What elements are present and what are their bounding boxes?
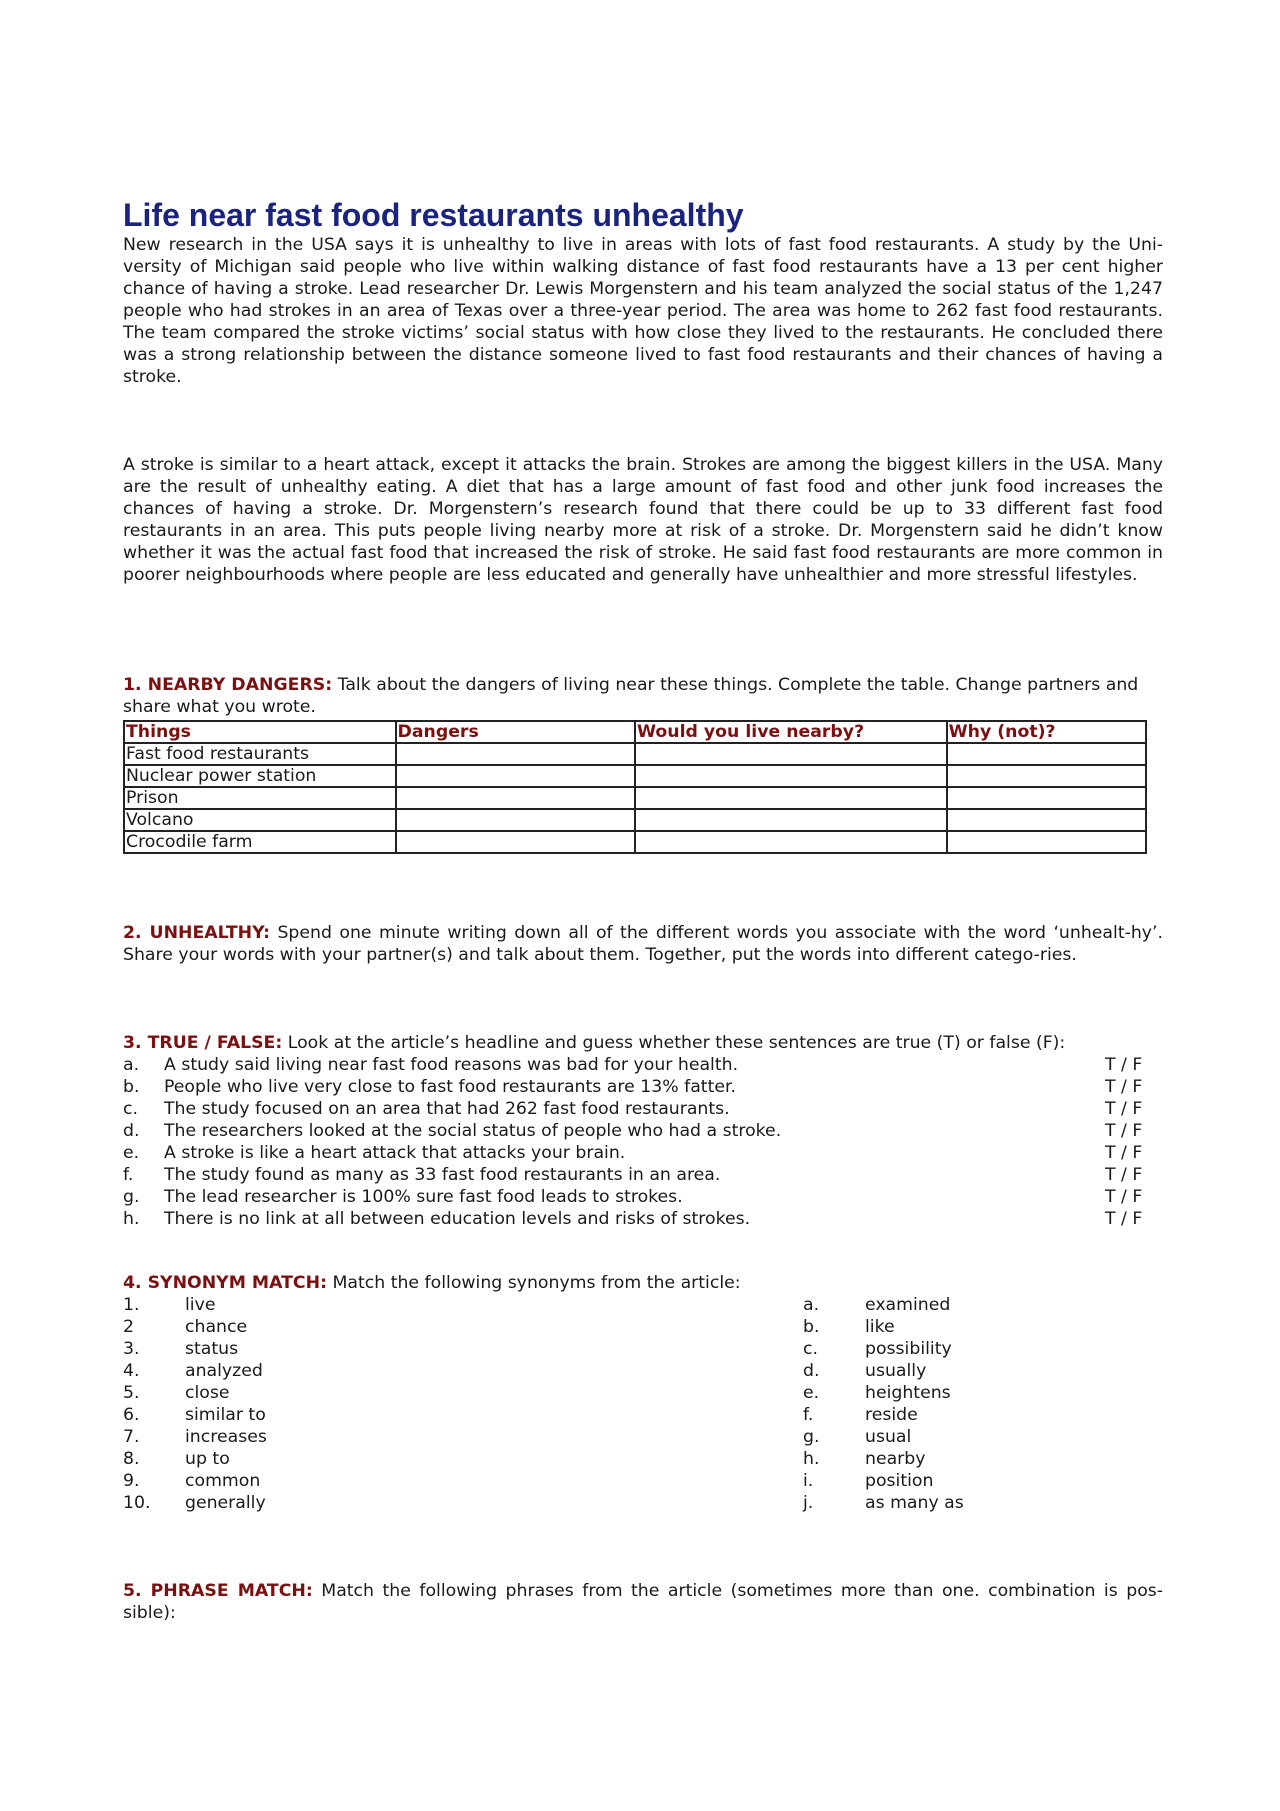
row-label: Prison bbox=[124, 787, 396, 809]
item-word: similar to bbox=[185, 1405, 266, 1425]
row-label: Fast food restaurants bbox=[124, 743, 396, 765]
item-text: The study focused on an area that had 262 fast food restaurants. bbox=[164, 1099, 730, 1119]
list-item bbox=[123, 1404, 803, 1426]
item-number: 4. bbox=[123, 1361, 140, 1381]
item-letter: h. bbox=[123, 1209, 140, 1229]
list-item bbox=[803, 1448, 964, 1470]
list-item bbox=[123, 1098, 1163, 1120]
section-true-false-intro bbox=[123, 1032, 1163, 1054]
list-item bbox=[803, 1404, 964, 1426]
item-word: examined bbox=[865, 1295, 951, 1315]
list-item bbox=[123, 1186, 1163, 1208]
item-letter: e. bbox=[803, 1383, 820, 1403]
list-item bbox=[123, 1120, 1163, 1142]
list-item bbox=[123, 1448, 803, 1470]
item-letter: a. bbox=[123, 1055, 140, 1075]
item-text: The researchers looked at the social status of people who had a stroke. bbox=[164, 1121, 782, 1141]
column-header-dangers: Dangers bbox=[396, 721, 635, 743]
row-label: Crocodile farm bbox=[124, 831, 396, 853]
list-item bbox=[803, 1492, 964, 1514]
item-word: close bbox=[185, 1383, 230, 1403]
list-item bbox=[123, 1360, 803, 1382]
item-word: up to bbox=[185, 1449, 230, 1469]
list-item bbox=[123, 1076, 1163, 1098]
item-text: The study found as many as 33 fast food restaurants in an area. bbox=[164, 1165, 721, 1185]
item-number: 9. bbox=[123, 1471, 140, 1491]
table-row bbox=[124, 809, 1146, 831]
item-letter: i. bbox=[803, 1471, 814, 1491]
column-header-live-nearby: Would you live nearby? bbox=[635, 721, 947, 743]
item-word: usual bbox=[865, 1427, 912, 1447]
item-letter: h. bbox=[803, 1449, 820, 1469]
answer-cell[interactable] bbox=[396, 787, 635, 809]
item-word: heightens bbox=[865, 1383, 951, 1403]
section-heading: 3. TRUE / FALSE: bbox=[123, 1033, 283, 1053]
item-word: as many as bbox=[865, 1493, 964, 1513]
item-number: 2 bbox=[123, 1317, 134, 1337]
answer-cell[interactable] bbox=[396, 743, 635, 765]
table-row bbox=[124, 831, 1146, 853]
answer-cell[interactable] bbox=[396, 831, 635, 853]
item-word: nearby bbox=[865, 1449, 926, 1469]
item-word: status bbox=[185, 1339, 239, 1359]
item-text: A stroke is like a heart attack that attacks your brain. bbox=[164, 1143, 626, 1163]
list-item bbox=[123, 1054, 1163, 1076]
item-number: 5. bbox=[123, 1383, 140, 1403]
section-instructions: Spend one minute writing down all of the different words you associate with the word ‘unhealt-hy’. Share your words with your partner(s) and talk about them. Together, put the words into different catego-ries. bbox=[123, 923, 1163, 965]
list-item bbox=[803, 1294, 964, 1316]
item-word: generally bbox=[185, 1493, 266, 1513]
list-item bbox=[803, 1470, 964, 1492]
answer-cell[interactable] bbox=[947, 765, 1146, 787]
item-word: like bbox=[865, 1317, 895, 1337]
answer-cell[interactable] bbox=[635, 831, 947, 853]
answer-cell[interactable] bbox=[947, 809, 1146, 831]
article-paragraph-2: A stroke is similar to a heart attack, except it attacks the brain. Strokes are among the biggest killers in the USA. Many are the result of unhealthy eating. A diet that has a large amount of fast food and other junk food increases the chances of having a stroke. Dr. Morgenstern’s research found that there could be up to 33 different fast food restaurants in an area. This puts people living nearby more at risk of a stroke. Dr. Morgenstern said he didn’t know whether it was the actual fast food that increased the risk of stroke. He said fast food restaurants are more common in poorer neighbourhoods where people are less educated and generally have unhealthier and more stressful lifestyles. bbox=[123, 455, 1163, 585]
list-item bbox=[803, 1360, 964, 1382]
table-row bbox=[124, 787, 1146, 809]
item-letter: d. bbox=[123, 1121, 140, 1141]
section-phrase-match-intro bbox=[123, 1580, 1163, 1624]
answer-cell[interactable] bbox=[635, 743, 947, 765]
list-item bbox=[803, 1382, 964, 1404]
true-false-choice[interactable]: T / F bbox=[1105, 1143, 1143, 1163]
item-number: 6. bbox=[123, 1405, 140, 1425]
item-letter: j. bbox=[803, 1493, 814, 1513]
row-label: Volcano bbox=[124, 809, 396, 831]
item-letter: f. bbox=[803, 1405, 814, 1425]
item-letter: b. bbox=[803, 1317, 820, 1337]
list-item bbox=[123, 1382, 803, 1404]
item-text: A study said living near fast food reasons was bad for your health. bbox=[164, 1055, 739, 1075]
answer-cell[interactable] bbox=[635, 787, 947, 809]
list-item bbox=[123, 1426, 803, 1448]
section-instructions: Look at the article’s headline and guess whether these sentences are true (T) or false (F): bbox=[282, 1033, 1066, 1053]
item-text: The lead researcher is 100% sure fast food leads to strokes. bbox=[164, 1187, 683, 1207]
item-number: 1. bbox=[123, 1295, 140, 1315]
table-row bbox=[124, 765, 1146, 787]
item-number: 7. bbox=[123, 1427, 140, 1447]
item-letter: e. bbox=[123, 1143, 140, 1163]
true-false-choice[interactable]: T / F bbox=[1105, 1099, 1143, 1119]
true-false-choice[interactable]: T / F bbox=[1105, 1055, 1143, 1075]
article-paragraph-1: New research in the USA says it is unhealthy to live in areas with lots of fast food restaurants. A study by the Uni-versity of Michigan said people who live within walking distance of fast food restaurants have a 13 per cent higher chance of having a stroke. Lead researcher Dr. Lewis Morgenstern and his team analyzed the social status of the 1,247 people who had strokes in an area of Texas over a three-year period. The area was home to 262 fast food restaurants. The team compared the stroke victims’ social status with how close they lived to the restaurants. He concluded there was a strong relationship between the distance someone lived to fast food restaurants and their chances of having a stroke. bbox=[123, 235, 1163, 387]
synonym-match-grid bbox=[123, 1294, 1163, 1514]
list-item bbox=[123, 1142, 1163, 1164]
answer-cell[interactable] bbox=[947, 743, 1146, 765]
list-item bbox=[803, 1426, 964, 1448]
page-title: Life near fast food restaurants unhealthy bbox=[123, 197, 744, 233]
list-item bbox=[123, 1338, 803, 1360]
item-word: reside bbox=[865, 1405, 918, 1425]
answer-cell[interactable] bbox=[947, 831, 1146, 853]
section-heading: 2. UNHEALTHY: bbox=[123, 923, 271, 943]
true-false-choice[interactable]: T / F bbox=[1105, 1209, 1143, 1229]
item-text: There is no link at all between education levels and risks of strokes. bbox=[164, 1209, 751, 1229]
item-word: usually bbox=[865, 1361, 927, 1381]
synonym-right-column bbox=[803, 1294, 964, 1514]
column-header-why: Why (not)? bbox=[947, 721, 1146, 743]
true-false-choice[interactable]: T / F bbox=[1105, 1187, 1143, 1207]
answer-cell[interactable] bbox=[396, 765, 635, 787]
true-false-choice[interactable]: T / F bbox=[1105, 1121, 1143, 1141]
list-item bbox=[123, 1208, 1163, 1230]
item-letter: d. bbox=[803, 1361, 820, 1381]
item-letter: g. bbox=[123, 1187, 140, 1207]
column-header-things: Things bbox=[124, 721, 396, 743]
section-instructions: Talk about the dangers of living near these things. Complete the table. Change partners and share what you wrote. bbox=[123, 675, 1139, 717]
table-header-row bbox=[124, 721, 1146, 743]
row-label: Nuclear power station bbox=[124, 765, 396, 787]
item-text: People who live very close to fast food restaurants are 13% fatter. bbox=[164, 1077, 736, 1097]
item-letter: c. bbox=[123, 1099, 138, 1119]
answer-cell[interactable] bbox=[635, 765, 947, 787]
item-word: possibility bbox=[865, 1339, 952, 1359]
true-false-choice[interactable]: T / F bbox=[1105, 1077, 1143, 1097]
answer-cell[interactable] bbox=[947, 787, 1146, 809]
answer-cell[interactable] bbox=[635, 809, 947, 831]
section-instructions: Match the following synonyms from the article: bbox=[326, 1273, 741, 1293]
section-heading: 5. PHRASE MATCH: bbox=[123, 1581, 313, 1601]
list-item bbox=[803, 1316, 964, 1338]
section-heading: 4. SYNONYM MATCH: bbox=[123, 1273, 327, 1293]
dangers-table bbox=[123, 720, 1147, 854]
item-letter: f. bbox=[123, 1165, 134, 1185]
worksheet-page bbox=[123, 196, 1163, 1624]
item-number: 3. bbox=[123, 1339, 140, 1359]
item-number: 8. bbox=[123, 1449, 140, 1469]
item-word: analyzed bbox=[185, 1361, 263, 1381]
item-letter: b. bbox=[123, 1077, 140, 1097]
item-word: live bbox=[185, 1295, 216, 1315]
answer-cell[interactable] bbox=[396, 809, 635, 831]
list-item bbox=[123, 1294, 803, 1316]
true-false-list bbox=[123, 1054, 1163, 1230]
section-nearby-dangers-intro bbox=[123, 674, 1163, 718]
item-word: increases bbox=[185, 1427, 267, 1447]
list-item bbox=[123, 1164, 1163, 1186]
list-item bbox=[123, 1492, 803, 1514]
list-item bbox=[123, 1470, 803, 1492]
item-word: position bbox=[865, 1471, 934, 1491]
list-item bbox=[123, 1316, 803, 1338]
section-synonym-match-intro bbox=[123, 1272, 1163, 1294]
list-item bbox=[803, 1338, 964, 1360]
true-false-choice[interactable]: T / F bbox=[1105, 1165, 1143, 1185]
item-word: chance bbox=[185, 1317, 248, 1337]
section-unhealthy-intro bbox=[123, 922, 1163, 966]
item-letter: g. bbox=[803, 1427, 820, 1447]
item-number: 10. bbox=[123, 1493, 151, 1513]
item-letter: c. bbox=[803, 1339, 818, 1359]
item-letter: a. bbox=[803, 1295, 820, 1315]
synonym-left-column bbox=[123, 1294, 803, 1514]
item-word: common bbox=[185, 1471, 261, 1491]
section-instructions: Match the following phrases from the article (sometimes more than one. combination is pos-sible): bbox=[123, 1581, 1164, 1623]
table-row bbox=[124, 743, 1146, 765]
section-heading: 1. NEARBY DANGERS: bbox=[123, 675, 333, 695]
